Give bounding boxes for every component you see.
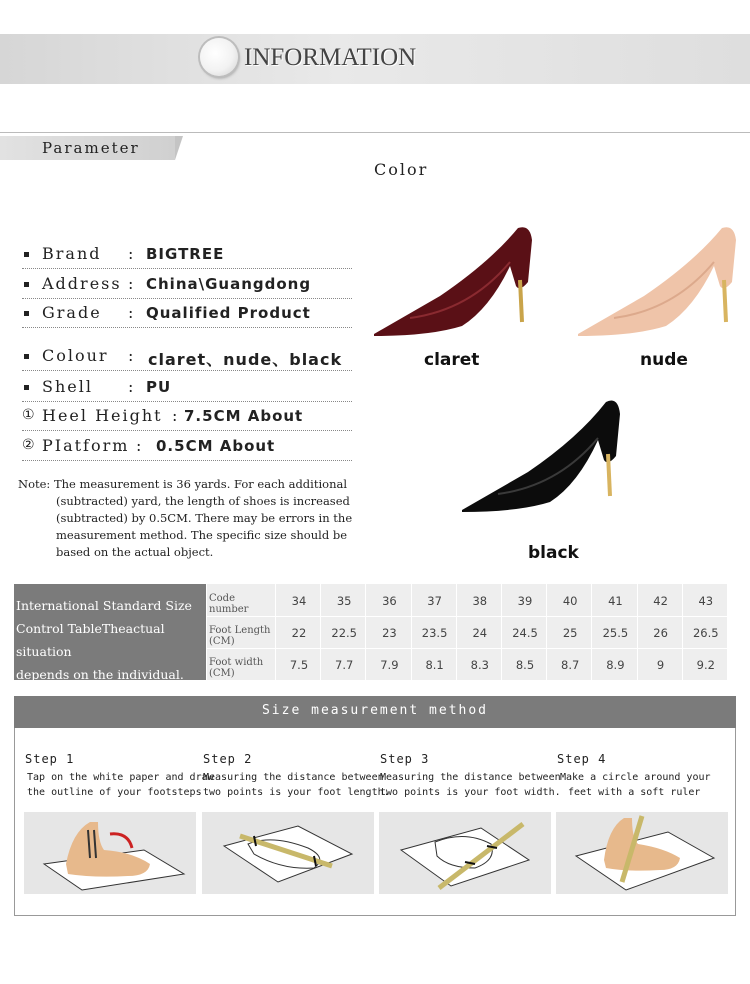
table-cell: 25	[562, 626, 578, 640]
table-cell: 39	[517, 594, 533, 608]
method-title: Size measurement method	[261, 703, 488, 718]
measurement-note	[18, 476, 378, 561]
note-line: based on the actual object.	[56, 545, 214, 559]
param-key: Shell	[42, 377, 93, 396]
note-line: measurement method. The specific size should be	[56, 528, 347, 542]
table-cell: 26	[653, 626, 668, 640]
table-cell: 8.3	[470, 658, 489, 672]
row-header: Foot Length (CM)	[209, 625, 271, 647]
table-row	[207, 616, 728, 649]
caption-line: Control TableTheactual situation	[16, 621, 165, 659]
caption-line: depends on the individual.	[16, 667, 184, 682]
table-cell: 7.7	[335, 658, 354, 672]
param-sep: :	[128, 274, 136, 293]
table-cell: 36	[382, 594, 397, 608]
param-key: Colour	[42, 346, 109, 365]
step-label: Step 1	[25, 752, 75, 766]
param-key: Heel Height	[42, 406, 163, 425]
step-text-line: two points is your foot length.	[203, 787, 390, 798]
step-text-line: Make a circle around your	[560, 772, 711, 783]
step-text-line: the outline of your footsteps	[27, 787, 202, 798]
step-description	[203, 770, 390, 800]
param-value: BIGTREE	[146, 245, 225, 263]
square-bullet-icon	[24, 252, 29, 257]
table-cell: 22	[291, 626, 307, 640]
table-cell: 23.5	[421, 626, 448, 640]
param-sep: :	[128, 303, 136, 322]
size-table	[207, 584, 728, 680]
step-text-line: Tap on the white paper and draw	[27, 772, 214, 783]
table-cell: 25.5	[602, 626, 629, 640]
table-cell: 23	[382, 626, 397, 640]
param-value: PU	[146, 378, 172, 396]
table-row	[207, 648, 728, 681]
step-description	[560, 770, 711, 800]
table-cell: 26.5	[692, 626, 719, 640]
table-row	[207, 584, 728, 617]
table-cell: 42	[653, 594, 668, 608]
table-cell: 37	[427, 594, 442, 608]
color-section-title: Color	[374, 160, 429, 179]
table-cell: 34	[291, 594, 307, 608]
param-value: 0.5CM About	[156, 437, 276, 455]
nude-shoe-image	[574, 222, 750, 342]
square-bullet-icon	[24, 311, 29, 316]
row-header: Code number	[209, 593, 249, 615]
table-cell: 24.5	[512, 626, 538, 640]
table-cell: 8.1	[425, 658, 444, 672]
square-bullet-icon	[24, 354, 29, 359]
step-4-image	[556, 812, 728, 894]
step-text-line: feet with a soft ruler	[568, 787, 701, 798]
table-cell: 7.5	[289, 658, 309, 672]
param-sep: :	[172, 406, 180, 425]
table-cell: 35	[336, 594, 352, 608]
table-cell: 8.7	[561, 658, 580, 672]
param-value: China\Guangdong	[146, 275, 312, 293]
param-row-heel-height	[22, 406, 352, 431]
step-text-line: Measuring the distance between	[380, 772, 561, 783]
table-cell: 24	[472, 626, 488, 640]
param-sep: :	[136, 436, 144, 455]
shoe-label-nude: nude	[640, 350, 688, 370]
table-cell: 7.9	[380, 658, 399, 672]
param-row-shell	[22, 377, 352, 402]
note-line: (subtracted) yard, the length of shoes is increased	[56, 494, 350, 508]
table-cell: 22.5	[331, 626, 357, 640]
step-2-image	[202, 812, 374, 894]
param-key: PIatform	[42, 436, 130, 455]
shoe-label-claret: claret	[424, 350, 480, 370]
table-cell: 43	[698, 594, 714, 608]
circle-logo-icon	[200, 38, 238, 76]
param-value: claret、nude、black	[148, 350, 343, 369]
square-bullet-icon	[24, 385, 29, 390]
table-cell: 8.5	[515, 658, 535, 672]
param-key: Grade	[42, 303, 102, 322]
step-text-line: two points is your foot width.	[380, 787, 561, 798]
param-key: Address	[42, 274, 122, 293]
param-row-grade	[22, 303, 352, 328]
param-row-colour	[22, 346, 352, 371]
table-cell: 40	[562, 594, 578, 608]
param-value: 7.5CM About	[184, 407, 304, 425]
black-shoe-image	[458, 394, 638, 518]
note-line: (subtracted) by 0.5CM. There may be errors in the	[56, 511, 353, 525]
table-cell: 9.2	[696, 658, 715, 672]
page-title: INFORMATION	[244, 44, 417, 71]
caption-line: International Standard Size	[16, 598, 192, 613]
size-table-caption	[14, 584, 206, 680]
param-row-platform	[22, 436, 352, 461]
table-cell: 38	[472, 594, 488, 608]
step-label: Step 2	[203, 752, 253, 766]
note-line: Note: The measurement is 36 yards. For each additional	[18, 477, 348, 491]
table-cell: 8.9	[606, 658, 625, 672]
circled-two-icon: ②	[22, 437, 35, 453]
claret-shoe-image	[370, 222, 550, 342]
table-cell: 41	[608, 594, 623, 608]
step-label: Step 3	[380, 752, 430, 766]
param-key: Brand	[42, 244, 102, 263]
param-sep: :	[128, 377, 136, 396]
divider	[0, 132, 750, 133]
row-header: Foot width (CM)	[209, 657, 264, 679]
step-1-image	[24, 812, 196, 894]
step-text-line: Measuring the distance between	[203, 772, 384, 783]
param-sep: :	[128, 244, 136, 263]
step-description	[27, 770, 214, 800]
param-sep: :	[128, 346, 136, 365]
step-description	[380, 770, 561, 800]
parameter-tab-label: Parameter	[42, 139, 140, 157]
step-3-image	[379, 812, 551, 894]
square-bullet-icon	[24, 282, 29, 287]
step-label: Step 4	[557, 752, 607, 766]
shoe-label-black: black	[528, 543, 579, 563]
table-cell: 9	[656, 658, 665, 672]
circled-one-icon: ①	[22, 407, 35, 423]
param-row-address	[22, 274, 352, 299]
param-row-brand	[22, 244, 352, 269]
param-value: Qualified Product	[146, 304, 311, 322]
